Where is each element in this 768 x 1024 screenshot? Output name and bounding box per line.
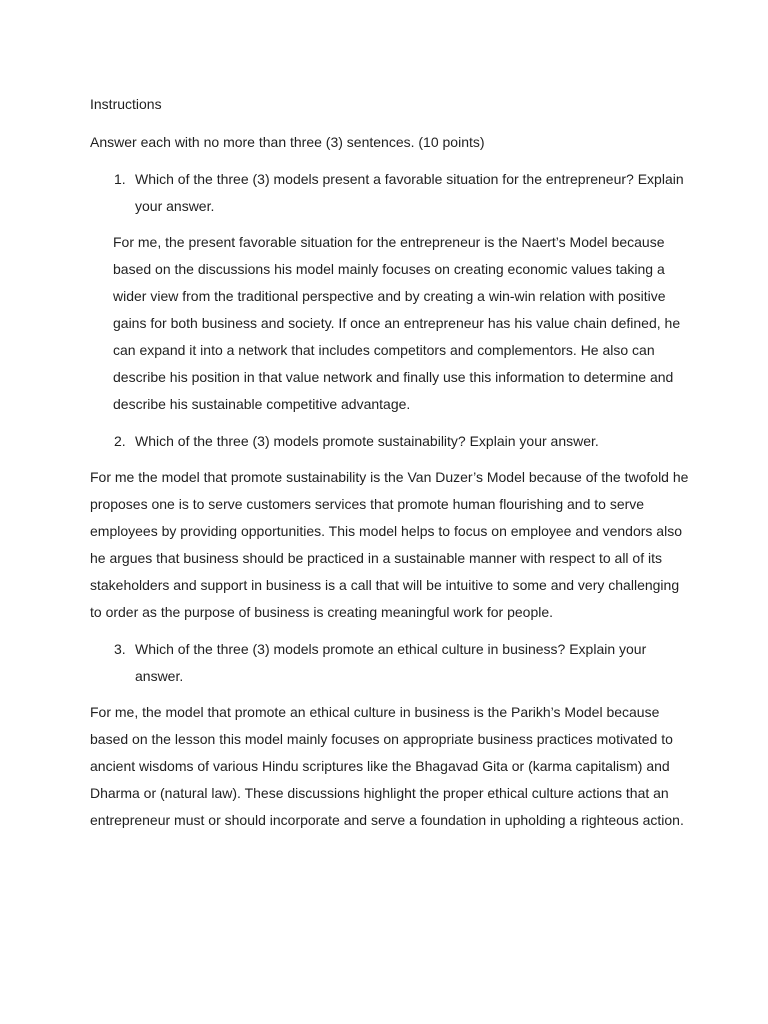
- answer-1: For me, the present favorable situation for the entrepreneur is the Naert’s Model because based on the discussions his model mainly focuses on creating economic values taking a wider view from the traditional perspective and by creating a win-win relation with positive gains for both business and society. If once an entrepreneur has his value chain defined, he can expand it into a network that includes competitors and complementors. He also can describe his position in that value network and finally use this information to determine and describe his sustainable competitive advantage.: [113, 234, 681, 412]
- answer-3: For me, the model that promote an ethical culture in business is the Parikh’s Model because based on the lesson this model mainly focuses on appropriate business practices motivated to ancient wisdoms of various Hindu scriptures like the Bhagavad Gita or (karma capitalism) and Dharma or (natural law). These discussions highlight the proper ethical culture actions that an entrepreneur must or should incorporate and serve a foundation in upholding a righteous action.: [90, 704, 684, 828]
- question-number: 3.: [114, 641, 126, 657]
- question-text: Which of the three (3) models present a favorable situation for the entrepreneur? Explain your answer.: [135, 171, 684, 214]
- question-3: [90, 636, 690, 690]
- instructions-text: Answer each with no more than three (3) sentences. (10 points): [90, 134, 485, 150]
- answer-2: For me the model that promote sustainability is the Van Duzer’s Model because of the twofold he proposes one is to serve customers services that promote human flourishing and to serve employees by providing opportunities. This model helps to focus on employee and vendors also he argues that business should be practiced in a sustainable manner with respect to all of its stakeholders and support in business is a call that will be intuitive to some and very challenging to order as the purpose of business is creating meaningful work for people.: [90, 469, 689, 620]
- question-1: [90, 166, 690, 220]
- question-text: Which of the three (3) models promote sustainability? Explain your answer.: [135, 433, 599, 449]
- document-heading: Instructions: [90, 96, 162, 112]
- document-page: [90, 91, 690, 844]
- question-number: 1.: [114, 171, 126, 187]
- question-2: [90, 428, 690, 455]
- question-number: 2.: [114, 433, 126, 449]
- question-text: Which of the three (3) models promote an ethical culture in business? Explain your answer.: [135, 641, 647, 684]
